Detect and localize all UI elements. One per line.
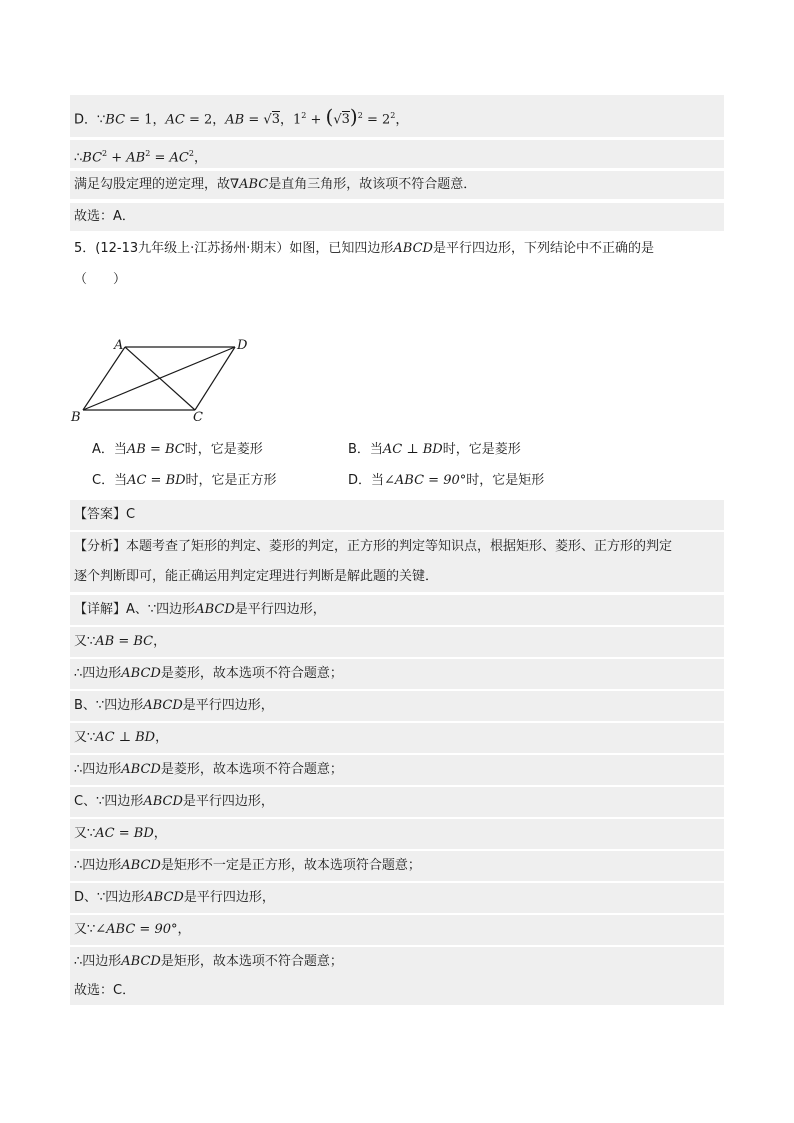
math-abcd: ABCD [121,954,161,969]
text: 是平行四边形， [183,890,275,905]
detail-d3 [70,947,724,977]
vertex-label-c: C [193,410,203,425]
option-c [92,472,277,490]
prev-solution-converse-line [70,171,724,199]
text: ， [395,112,409,128]
text: A．当 [92,442,127,457]
text: D、∵四边形 [74,890,145,905]
text: 1 [292,112,302,128]
exponent: 2 [102,149,108,158]
math-abcd: ABCD [143,794,183,809]
diagonal-bd [83,347,235,410]
exponent: 2 [145,149,151,158]
text: ， [193,150,207,166]
math-ac: AC [165,112,185,128]
text: 是菱形，故本选项不符合题意； [160,666,343,681]
text: B．当 [348,442,383,457]
prev-solution-choice: 故选：A． [70,203,724,231]
text: 是平行四边形， [234,602,326,617]
math: AB = BC [95,634,154,649]
text: = [362,112,382,128]
sqrt-radicand: 3 [341,112,350,128]
vertex-label-d: D [237,338,248,353]
answer-value: C [126,507,136,522]
vertex-label-a: A [114,338,124,353]
text: 是矩形不一定是正方形，故本选项符合题意； [160,858,421,873]
exponent: 2 [357,111,363,120]
answer-line [70,500,724,530]
detail-a3 [70,659,724,689]
math: AC = BD [95,826,154,841]
text: ， [153,634,167,649]
text: 5．(12-13九年级上·江苏扬州·期末）如图，已知四边形 [74,241,394,256]
text: = 1， [125,112,166,128]
math-triangle: ∇ABC [230,177,269,192]
analysis-tag: 【分析】 [74,539,127,554]
text: B、∵四边形 [74,698,144,713]
text: 时，它是正方形 [185,473,277,488]
analysis-line-1 [70,532,724,562]
text: 又∵ [74,634,96,649]
math-abcd: ABCD [195,602,235,617]
detail-b1 [70,691,724,721]
sqrt-radicand: 3 [271,112,280,128]
text: 是直角三角形，故该项不符合题意． [268,177,477,192]
math: AC = BD [127,473,186,488]
exponent: 2 [390,111,396,120]
text: 是平行四边形， [182,794,274,809]
option-a [92,441,263,459]
text: 时，它是矩形 [466,473,545,488]
text: C．当 [92,473,128,488]
math: AB [126,150,146,166]
math: ∠ABC = 90° [384,473,467,488]
math: BC [82,150,103,166]
detail-tag: 【详解】 [74,602,127,617]
detail-b2 [70,723,724,753]
text: + [306,112,326,128]
text: 时，它是菱形 [184,442,263,457]
math-abcd: ABCD [121,762,161,777]
option-b [348,441,521,459]
prev-solution-therefore-line [70,140,724,168]
text: 又∵ [74,730,96,745]
text: ， [153,826,167,841]
paren-close: ) [349,104,358,129]
math-abcd: ABCD [121,666,161,681]
text: ， [155,730,169,745]
math-abcd: ABCD [393,241,433,256]
detail-choice: 故选：C． [70,977,724,1005]
math: AC ⊥ BD [95,730,156,745]
text: ∴ [74,150,83,166]
math: AB = BC [126,442,185,457]
text: 是平行四边形， [182,698,274,713]
vertex-label-b: B [71,410,81,425]
text: 又∵ [74,826,96,841]
text: 是平行四边形，下列结论中不正确的是 [432,241,654,256]
text: ， [177,922,191,937]
parallelogram-figure [68,335,258,425]
detail-a2 [70,627,724,657]
text: = [244,112,264,128]
text: 时，它是菱形 [442,442,521,457]
question-line-2: （ ） [74,272,127,287]
side-dc [195,347,235,410]
exponent: 2 [301,111,307,120]
math-abcd: ABCD [143,698,183,713]
text: ∴四边形 [74,858,122,873]
text: 2 [382,112,391,128]
text: D．当 [348,473,385,488]
exponent: 2 [188,149,194,158]
detail-b3 [70,755,724,785]
text: 又∵ [74,922,96,937]
detail-d1 [70,883,724,913]
math-abcd: ABCD [121,858,161,873]
text: D．∵ [74,112,106,128]
math: ∠ABC = 90° [95,922,178,937]
math: AC ⊥ BD [382,442,443,457]
question-line-1 [70,240,724,258]
paren-open: ( [325,104,334,129]
math-bc: BC [105,112,126,128]
text: = [150,150,170,166]
math: AC [169,150,189,166]
text: 满足勾股定理的逆定理，故 [74,177,231,192]
math-abcd: ABCD [144,890,184,905]
text: A、∵四边形 [126,602,196,617]
text: 本题考查了矩形的判定、菱形的判定，正方形的判定等知识点，根据矩形、菱形、正方形的判定 [126,539,673,554]
text: = 2， [184,112,226,128]
text: ， [279,112,293,128]
detail-c1 [70,787,724,817]
detail-d2 [70,915,724,945]
detail-a1 [70,595,724,625]
text: 是菱形，故本选项不符合题意； [160,762,343,777]
detail-c3 [70,851,724,881]
answer-tag: 【答案】 [74,507,127,522]
prev-solution-d-line [70,95,724,137]
text: + [107,150,127,166]
side-ba [83,347,125,410]
sqrt-symbol: √ [263,112,272,128]
detail-c2 [70,819,724,849]
text: 是矩形，故本选项不符合题意； [160,954,343,969]
text: ∴四边形 [74,666,122,681]
option-d [348,472,544,490]
analysis-line-2: 逐个判断即可，能正确运用判定定理进行判断是解此题的关键． [70,562,724,592]
text: ∴四边形 [74,762,122,777]
text: C、∵四边形 [74,794,144,809]
math-ab: AB [225,112,245,128]
sqrt-symbol: √ [333,112,342,128]
text: ∴四边形 [74,954,122,969]
